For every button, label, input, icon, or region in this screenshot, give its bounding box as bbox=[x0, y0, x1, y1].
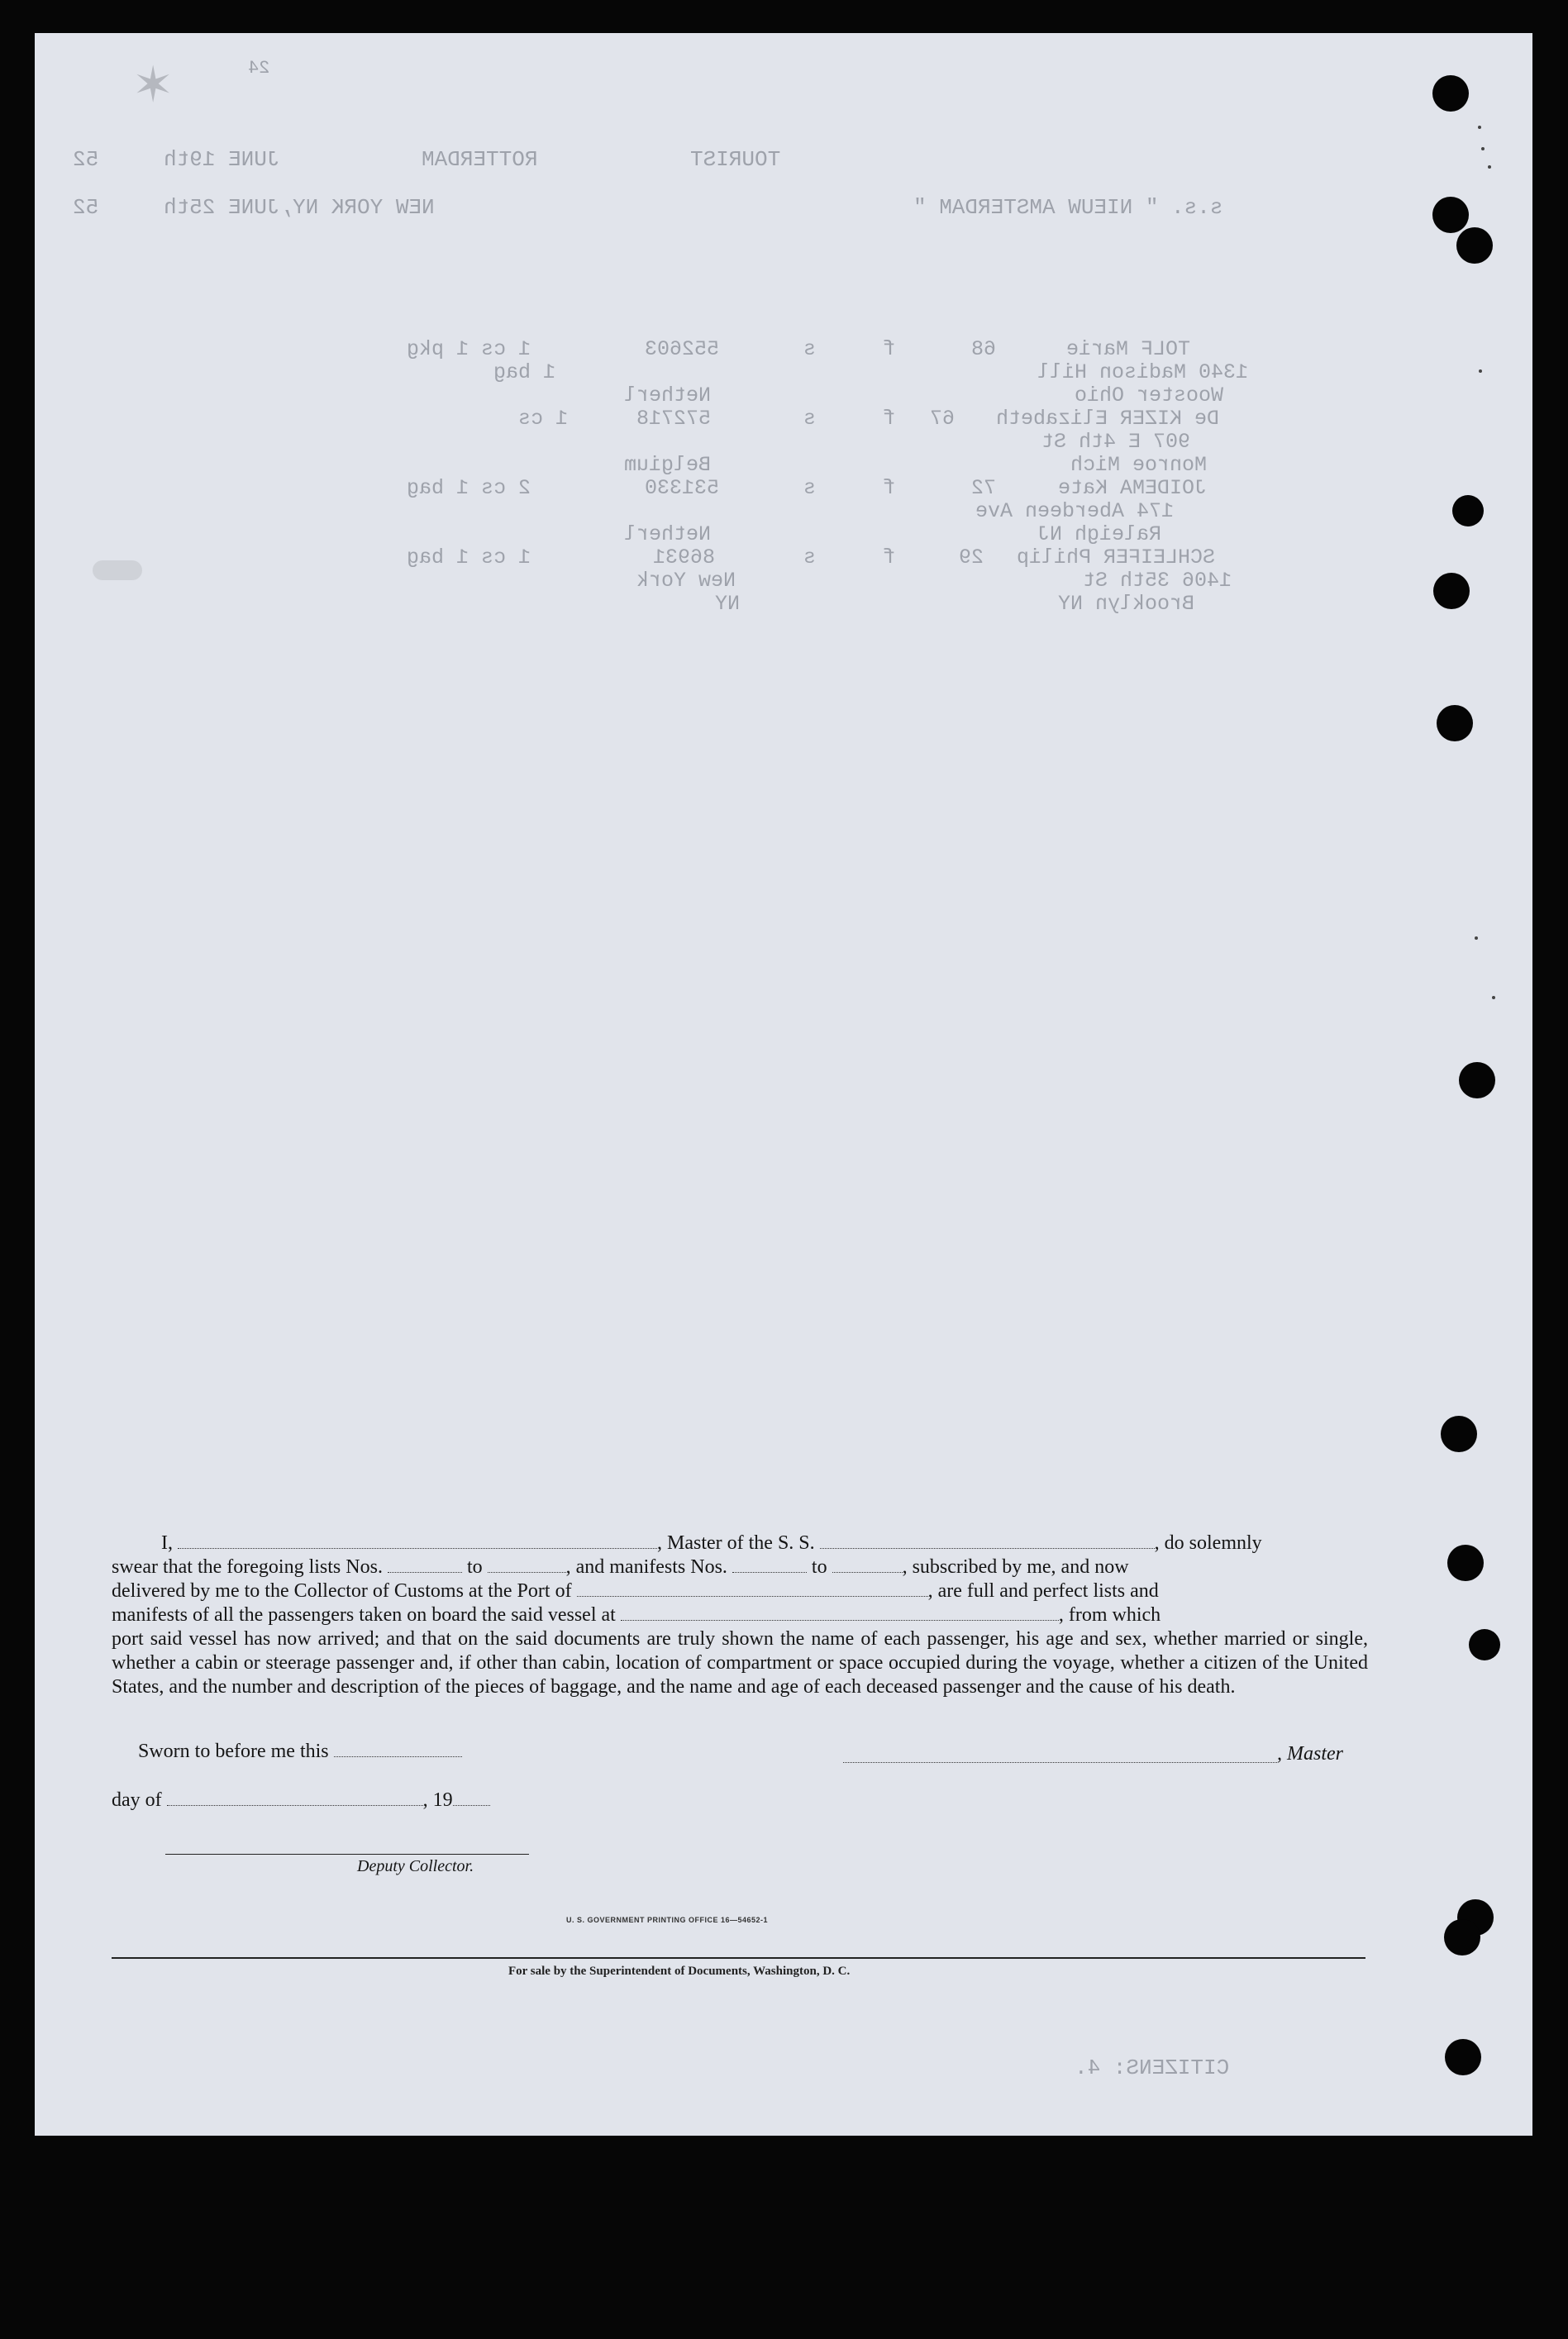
sworn-label bbox=[138, 1741, 462, 1763]
master-oath bbox=[112, 1532, 1368, 1699]
passenger-sex: f bbox=[883, 476, 896, 500]
passenger-name: JOIDEMA Kate bbox=[1058, 476, 1208, 500]
passenger-cert-note: NY bbox=[715, 592, 741, 616]
port-field[interactable] bbox=[577, 1581, 928, 1597]
passenger-sex: f bbox=[883, 545, 896, 569]
speck bbox=[1478, 126, 1481, 129]
passenger-origin: Belgium bbox=[624, 453, 712, 477]
passenger-baggage: 1 bag bbox=[493, 360, 556, 384]
passenger-name: TOLF Marie bbox=[1066, 337, 1191, 361]
master-name-field[interactable] bbox=[178, 1533, 657, 1549]
header-ship: s.s. " NIEUW AMSTERDAM " bbox=[913, 195, 1223, 220]
passenger-baggage: 1 cs 1 pkg bbox=[407, 337, 531, 361]
citizens-count: CITIZENS: 4. bbox=[1075, 2056, 1230, 2080]
sworn-date-field[interactable] bbox=[334, 1741, 462, 1757]
header-year-2: 52 bbox=[73, 195, 99, 220]
oath-text: to bbox=[811, 1556, 827, 1578]
manifest-page bbox=[35, 33, 1532, 2136]
passenger-address: 907 E 4th St bbox=[1041, 430, 1191, 454]
punch-hole bbox=[1447, 1545, 1484, 1581]
punch-hole bbox=[1444, 1919, 1480, 1956]
deputy-collector-label: Deputy Collector. bbox=[357, 1857, 474, 1875]
master-signature-field[interactable] bbox=[843, 1747, 1277, 1763]
passenger-marital: s bbox=[803, 407, 817, 431]
passenger-cert: 572718 bbox=[636, 407, 712, 431]
punch-hole bbox=[1452, 495, 1484, 526]
header-class: TOURIST bbox=[690, 147, 781, 172]
list-from-field[interactable] bbox=[388, 1557, 462, 1573]
punch-hole bbox=[1432, 197, 1469, 233]
departure-port-field[interactable] bbox=[621, 1605, 1059, 1621]
passenger-cert: 531330 bbox=[645, 476, 720, 500]
sworn-text: Sworn to before me this bbox=[138, 1741, 329, 1762]
day-of-text: day of bbox=[112, 1789, 162, 1811]
punch-hole bbox=[1437, 705, 1473, 741]
passenger-address: 1406 35th St bbox=[1083, 569, 1232, 593]
speck bbox=[1475, 936, 1478, 940]
passenger-baggage: 2 cs 1 bag bbox=[407, 476, 531, 500]
manifest-to-field[interactable] bbox=[832, 1557, 903, 1573]
oath-text: swear that the foregoing lists Nos. bbox=[112, 1556, 383, 1578]
oath-text: delivered by me to the Collector of Customs at the Port of bbox=[112, 1580, 572, 1602]
passenger-address: Monroe Mich bbox=[1070, 453, 1208, 477]
year-field[interactable] bbox=[453, 1790, 490, 1806]
passenger-baggage: 1 cs bbox=[518, 407, 569, 431]
oath-line-3 bbox=[112, 1579, 1368, 1603]
punch-hole bbox=[1445, 2039, 1481, 2075]
punch-hole bbox=[1469, 1629, 1500, 1660]
speck bbox=[1479, 369, 1482, 373]
master-label bbox=[1277, 1743, 1343, 1765]
year-prefix-text: , 19 bbox=[422, 1789, 453, 1811]
gpo-imprint: U. S. GOVERNMENT PRINTING OFFICE 16—54652-1 bbox=[566, 1916, 769, 1924]
master-text: , Master bbox=[1277, 1743, 1343, 1765]
oath-text: manifests of all the passengers taken on board the said vessel at bbox=[112, 1604, 616, 1626]
passenger-age: 67 bbox=[930, 407, 956, 431]
passenger-cert: 86931 bbox=[653, 545, 716, 569]
passenger-age: 68 bbox=[971, 337, 997, 361]
stamp-number: 24 bbox=[248, 58, 270, 79]
passenger-cert-note: New York bbox=[636, 569, 736, 593]
oath-text: I, bbox=[161, 1532, 173, 1554]
oath-text: to bbox=[466, 1556, 483, 1578]
manifest-from-field[interactable] bbox=[732, 1557, 807, 1573]
month-field[interactable] bbox=[167, 1790, 423, 1806]
smudge-mark bbox=[93, 560, 142, 580]
passenger-address: Raleigh NJ bbox=[1037, 522, 1162, 546]
punch-hole bbox=[1456, 227, 1493, 264]
passenger-origin: Netherl bbox=[624, 522, 712, 546]
punch-hole bbox=[1433, 573, 1470, 609]
passenger-marital: s bbox=[803, 476, 817, 500]
passenger-marital: s bbox=[803, 337, 817, 361]
punch-hole bbox=[1441, 1416, 1477, 1452]
passenger-origin: Netherl bbox=[624, 383, 712, 407]
punch-hole bbox=[1459, 1062, 1495, 1098]
oath-text: , Master of the S. S. bbox=[657, 1532, 815, 1554]
oath-text: , subscribed by me, and now bbox=[902, 1556, 1129, 1578]
passenger-age: 72 bbox=[971, 476, 997, 500]
oath-text: , from which bbox=[1058, 1604, 1161, 1626]
speck bbox=[1481, 147, 1485, 150]
passenger-sex: f bbox=[883, 337, 896, 361]
passenger-address: Brooklyn NY bbox=[1058, 592, 1195, 616]
speck bbox=[1488, 165, 1491, 169]
passenger-address: Wooster Ohio bbox=[1075, 383, 1224, 407]
punch-hole bbox=[1432, 75, 1469, 112]
header-arrival: NEW YORK NY,JUNE 25th bbox=[164, 195, 435, 220]
passenger-cert: 552603 bbox=[645, 337, 720, 361]
oath-line-1 bbox=[112, 1532, 1368, 1555]
passenger-address: 1340 Madison Hill bbox=[1037, 360, 1249, 384]
sale-notice: For sale by the Superintendent of Documents, Washington, D. C. bbox=[508, 1965, 851, 1978]
oath-line-4 bbox=[112, 1603, 1368, 1627]
passenger-sex: f bbox=[883, 407, 896, 431]
passenger-name: De KIZER Elizabeth bbox=[996, 407, 1220, 431]
ship-name-field[interactable] bbox=[820, 1533, 1155, 1549]
speck bbox=[1492, 996, 1495, 999]
stamp-mark: ✶ bbox=[132, 58, 174, 112]
list-to-field[interactable] bbox=[488, 1557, 566, 1573]
passenger-age: 29 bbox=[959, 545, 984, 569]
passenger-marital: s bbox=[803, 545, 817, 569]
header-date: JUNE 19th bbox=[164, 147, 280, 172]
day-of-line bbox=[112, 1789, 490, 1812]
passenger-name: SCHLEIFER Philip bbox=[1017, 545, 1216, 569]
passenger-baggage: 1 cs 1 bag bbox=[407, 545, 531, 569]
oath-text: , are full and perfect lists and bbox=[927, 1580, 1159, 1602]
deputy-signature-line[interactable] bbox=[165, 1854, 529, 1855]
header-port: ROTTERDAM bbox=[422, 147, 538, 172]
oath-text: , do solemnly bbox=[1154, 1532, 1262, 1554]
oath-text: , and manifests Nos. bbox=[565, 1556, 727, 1578]
footer-rule bbox=[112, 1957, 1365, 1959]
header-year: 52 bbox=[73, 147, 99, 172]
oath-line-5: port said vessel has now arrived; and that on the said documents are truly shown the name of each passenger, his age and sex, whether married or single, whether a cabin or steerage passenger and, if other than cabin, location of compartment or space occupied during the voyage, whether a citizen of the United States, and the number and description of the pieces of baggage, and the name and age of each deceased passenger and the cause of his death. bbox=[112, 1628, 1368, 1698]
passenger-address: 174 Aberdeen Ave bbox=[975, 499, 1175, 523]
oath-line-2 bbox=[112, 1555, 1368, 1579]
